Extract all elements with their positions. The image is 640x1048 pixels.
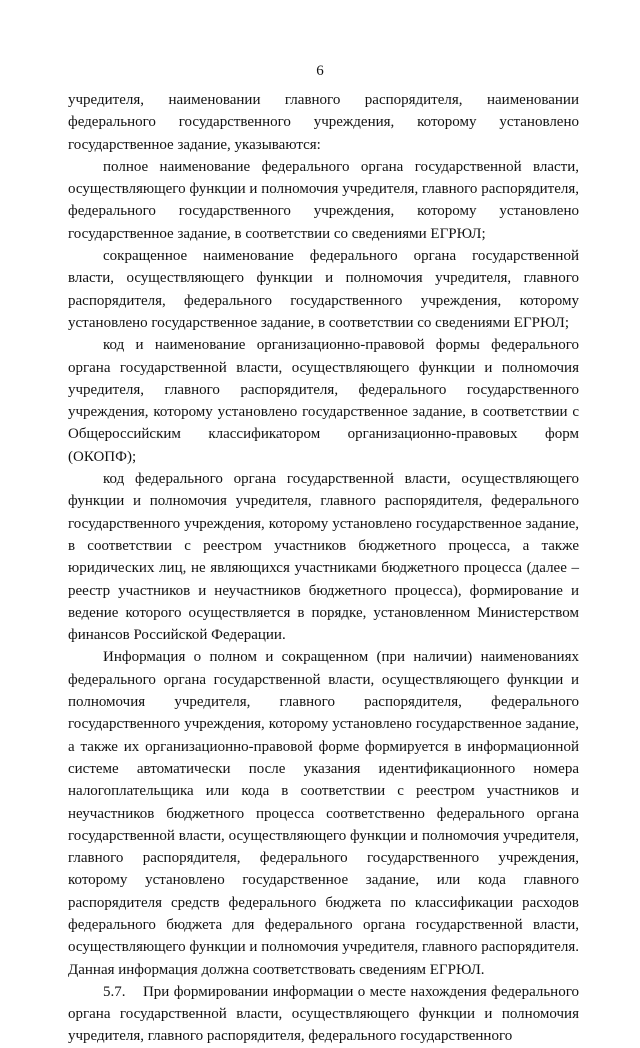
paragraph-section-5-7: 5.7. При формировании информации о месте нахождения федерального органа государственной власти, осуществляющего функции и полномочия учредителя, главного распорядителя, федерального государственного — [68, 983, 579, 1045]
page-number: 6 — [316, 63, 324, 79]
paragraph-short-name: сокращенное наименование федерального органа государственной власти, осуществляющего функции и полномочия учредителя, главного распорядителя, федерального государственного учреждения, которому установлено государственное задание, в соответствии со сведениями ЕГРЮЛ; — [68, 248, 579, 331]
paragraph-information: Информация о полном и сокращенном (при наличии) наименованиях федерального органа государственной власти, осуществляющего функции и полномочия учредителя, главного распорядителя, федерального государственного учреждения, которому установлено государственное задание, а также их организационно-правовой форме формируется в информационной системе автоматически после указания идентификационного номера налогоплательщика или кода в соответствии с реестром участников и неучастников бюджетного процесса соответственно федерального органа государственной власти, осуществляющего функции и полномочия учредителя, главного распорядителя, федерального государственного учреждения, которому установлено государственное задание, или кода главного распорядителя средств федерального бюджета по классификации расходов федерального бюджета для федерального органа государственной власти, осуществляющего функции и полномочия учредителя, главного распорядителя. Данная информация должна соответствовать сведениям ЕГРЮЛ. — [68, 649, 579, 978]
paragraph-continuation: учредителя, наименовании главного распорядителя, наименовании федерального государственного учреждения, которому установлено государственное задание, указываются: — [68, 92, 579, 153]
document-body — [68, 89, 579, 1048]
paragraph-full-name: полное наименование федерального органа государственной власти, осуществляющего функции и полномочия учредителя, главного распорядителя, федерального государственного учреждения, которому установлено государственное задание, в соответствии со сведениями ЕГРЮЛ; — [68, 158, 579, 242]
paragraph-okopf-code: код и наименование организационно-правовой формы федерального органа государственной власти, осуществляющего функции и полномочия учредителя, главного распорядителя, федерального государственного учреждения, которому установлено государственное задание, в соответствии с Общероссийским классификатором организационно-правовых форм (ОКОПФ); — [68, 337, 579, 465]
paragraph-registry-code: код федерального органа государственной власти, осуществляющего функции и полномочия учредителя, главного распорядителя, федерального государственного учреждения, которому установлено государственное задание, в соответствии с реестром участников бюджетного процесса, а также юридических лиц, не являющихся участниками бюджетного процесса (далее – реестр участников и неучастников бюджетного процесса), формирование и ведение которого осуществляется в порядке, установленном Министерством финансов Российской Федерации. — [68, 471, 579, 644]
